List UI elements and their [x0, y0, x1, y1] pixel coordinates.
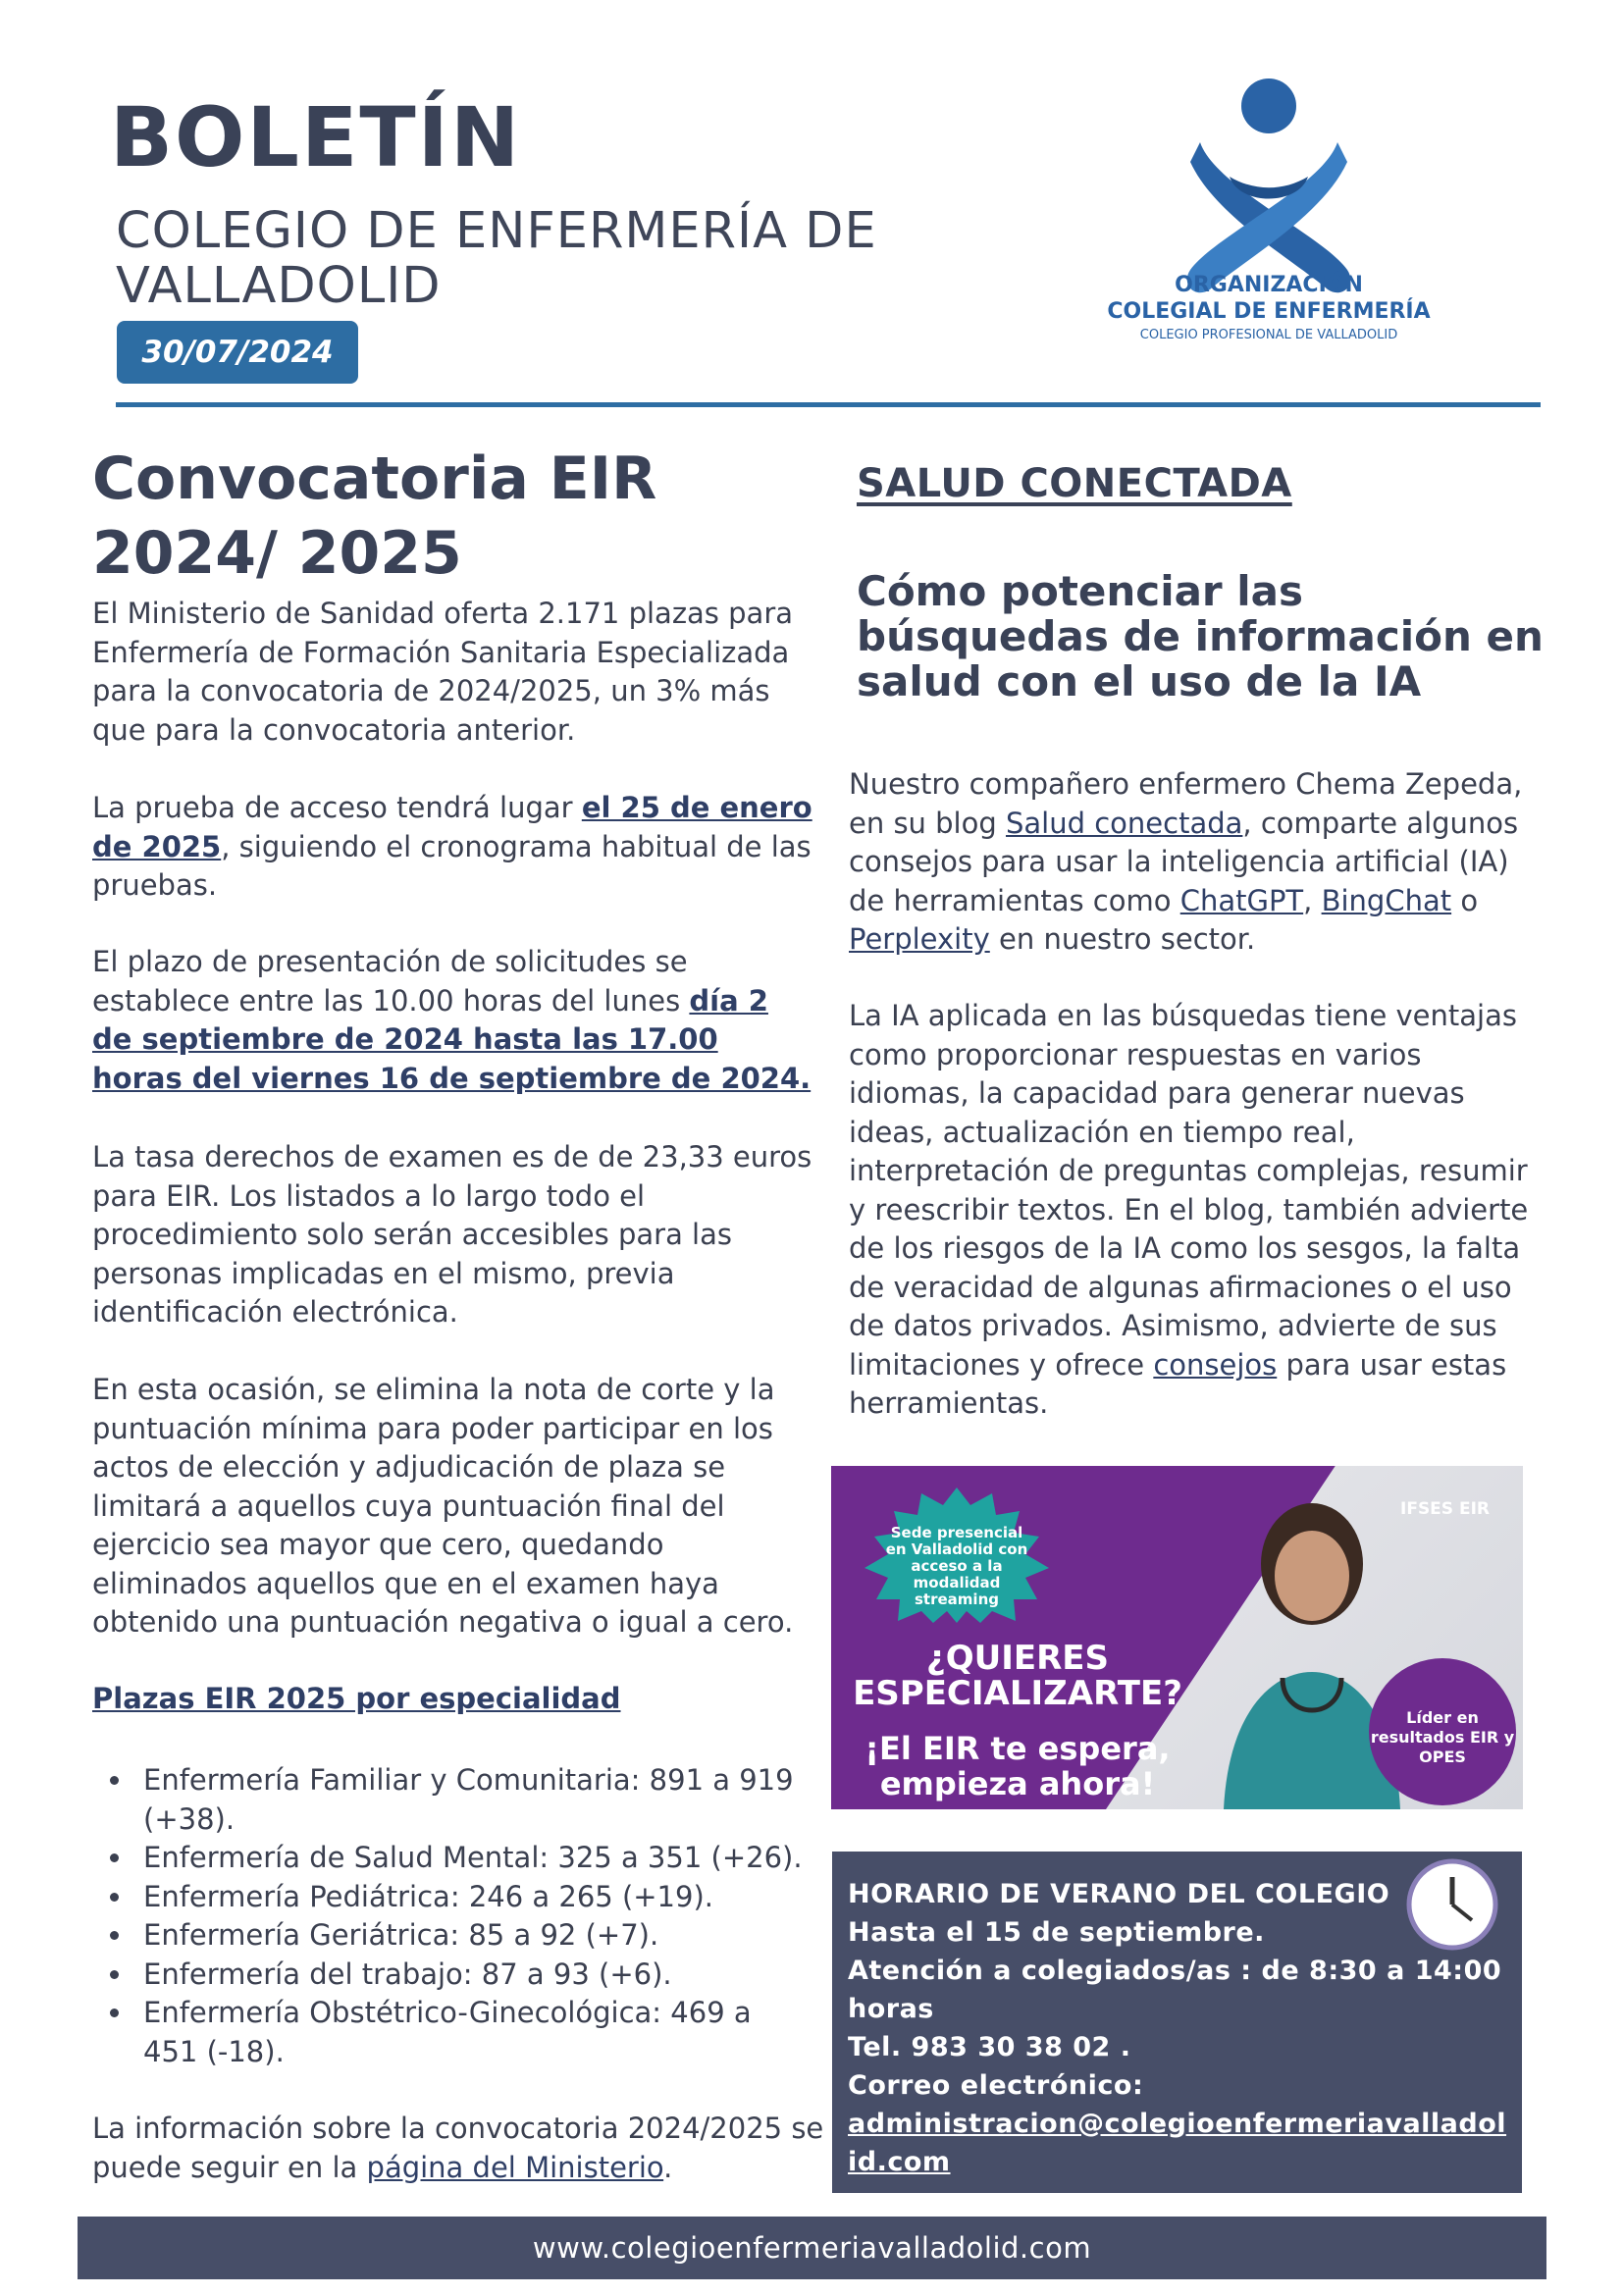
header-divider [116, 402, 1541, 407]
eir-title-line2: 2024/ 2025 [92, 519, 462, 588]
ai-p1-text-b: , comparte algunos consejos para usar la inteligencia artificial (IA) de herramientas como [849, 806, 1519, 917]
bulletin-title: BOLETÍN [110, 89, 522, 185]
ai-p1-text-d: o [1451, 883, 1479, 917]
footer-bar [78, 2217, 1546, 2279]
plazas-heading: Plazas EIR 2025 por especialidad [92, 1682, 621, 1715]
website-link[interactable]: www.colegioenfermeriavalladolid.com [532, 2231, 1092, 2265]
ai-p1-text-c: , [1303, 883, 1322, 917]
ad-headline-line2: ESPECIALIZARTE? [853, 1674, 1182, 1713]
list-item: Enfermería Geriátrica: 85 a 92 (+7). [92, 1916, 813, 1956]
list-item: Enfermería Familiar y Comunitaria: 891 a 919 (+38). [92, 1761, 813, 1839]
ai-paragraph-2 [849, 997, 1545, 1424]
eir-p6-text-a: La información sobre la convocatoria 2024/2025 se puede seguir en la [92, 2112, 824, 2184]
schedule-email-link[interactable]: administracion@colegioenfermeriavalladolid.com [848, 2109, 1507, 2177]
logo-line1: ORGANIZACIÓN [1175, 273, 1363, 297]
logo-line2: COLEGIAL DE ENFERMERÍA [1107, 299, 1431, 324]
leader-badge-text: Líder en resultados EIR y OPES [1370, 1708, 1515, 1766]
schedule-text [848, 1875, 1515, 2181]
date-text: 30/07/2024 [141, 335, 334, 370]
list-item: Enfermería Pediátrica: 246 a 265 (+19). [92, 1878, 813, 1917]
eir-ad-banner[interactable] [831, 1466, 1523, 1809]
salud-conectada-link[interactable]: Salud conectada [1005, 806, 1243, 840]
ad-tagline-line1: ¡El EIR te espera, [864, 1730, 1171, 1767]
list-item: Enfermería del trabajo: 87 a 93 (+6). [92, 1956, 813, 1995]
bingchat-link[interactable]: BingChat [1321, 883, 1452, 917]
ai-paragraph-1 [849, 765, 1545, 960]
salud-conectada-heading: SALUD CONECTADA [857, 461, 1292, 506]
logo-line3: COLEGIO PROFESIONAL DE VALLADOLID [1139, 328, 1398, 342]
exam-date-link[interactable]: el 25 de enero de 2025 [92, 791, 812, 863]
eir-p3-text-a: El plazo de presentación de solicitudes se establece entre las 10.00 horas del lunes [92, 945, 690, 1018]
ai-p1-text-e: en nuestro sector. [989, 922, 1256, 956]
summer-schedule-box [832, 1852, 1522, 2193]
ai-p2-text-b: para usar estas herramientas. [849, 1347, 1507, 1420]
eir-paragraph-2 [92, 789, 813, 906]
list-item: Enfermería de Salud Mental: 325 a 351 (+26). [92, 1839, 813, 1878]
schedule-until: Hasta el 15 de septiembre. [848, 1917, 1265, 1948]
ad-tagline-line2: empieza ahora! [879, 1765, 1156, 1802]
schedule-phone: Tel. 983 30 38 02 . [848, 2032, 1131, 2062]
list-item: Enfermería Obstétrico-Ginecológica: 469 a 451 (-18). [92, 1994, 813, 2071]
schedule-hours: Atención a colegiados/as : de 8:30 a 14:00 horas [848, 1956, 1502, 2024]
eir-title-line1: Convocatoria EIR [92, 444, 657, 513]
schedule-email-label: Correo electrónico: [848, 2070, 1144, 2101]
eir-paragraph-4: La tasa derechos de examen es de de 23,33 euros para EIR. Los listados a lo largo todo el procedimiento solo serán accesibles para las personas implicadas en el mismo, previa identificación electrónica. [92, 1140, 812, 1329]
organization-name-line2: VALLADOLID [116, 257, 442, 315]
chatgpt-link[interactable]: ChatGPT [1179, 883, 1304, 917]
date-badge [117, 321, 358, 384]
eir-paragraph-5: En esta ocasión, se elimina la nota de corte y la puntuación mínima para poder participar en los actos de elección y adjudicación de plaza se limitará a aquellos cuya puntuación final del ejercicio sea mayor que cero, quedando eliminados aquellos que en el examen haya obtenido una puntuación negativa o igual a cero. [92, 1373, 794, 1639]
schedule-title: HORARIO DE VERANO DEL COLEGIO [848, 1879, 1390, 1909]
consejos-link[interactable]: consejos [1153, 1347, 1278, 1382]
eir-p2-text-b: , siguiendo el cronograma habitual de las pruebas. [92, 829, 812, 902]
ministry-page-link[interactable]: página del Ministerio [366, 2150, 664, 2184]
plazas-list [92, 1761, 813, 2071]
ai-p2-text-a: La IA aplicada en las búsquedas tiene ventajas como proporcionar respuestas en varios idiomas, la capacidad para generar nuevas ideas, actualización en tiempo real, interpretación de preguntas complejas, resumir y reescribir textos. En el blog, también advierte de los riesgos de la IA como los sesgos, la falta de veracidad de algunas afirmaciones o el uso de datos privados. Asimismo, advierte de sus limitaciones y ofrece [849, 999, 1529, 1382]
ai-p1-text-a: Nuestro compañero enfermero Chema Zepeda, en su blog [849, 767, 1523, 840]
ai-article-title: Cómo potenciar las búsquedas de información en salud con el uso de la IA [857, 567, 1544, 705]
application-period-link[interactable]: día 2 de septiembre de 2024 hasta las 17.00 horas del viernes 16 de septiembre de 2024. [92, 983, 812, 1095]
ifses-logo: IFSES EIR [1400, 1499, 1490, 1519]
eir-paragraph-1: El Ministerio de Sanidad oferta 2.171 plazas para Enfermería de Formación Sanitaria Especializada para la convocatoria de 2024/2025, un 3% más que para la convocatoria anterior. [92, 597, 794, 747]
eir-article-title [92, 442, 818, 591]
perplexity-link[interactable]: Perplexity [849, 922, 990, 956]
organization-name-line1: COLEGIO DE ENFERMERÍA DE [116, 202, 877, 260]
eir-p2-text-a: La prueba de acceso tendrá lugar [92, 791, 582, 824]
organization-name [116, 204, 999, 314]
eir-paragraph-6 [92, 2110, 838, 2187]
eir-p6-text-b: . [663, 2150, 673, 2184]
ad-headline-line1: ¿QUIERES [925, 1639, 1109, 1678]
eir-paragraph-3 [92, 943, 813, 1098]
ad-burst-text: Sede presencial en Valladolid con acceso a la modalidad streaming [885, 1524, 1028, 1608]
